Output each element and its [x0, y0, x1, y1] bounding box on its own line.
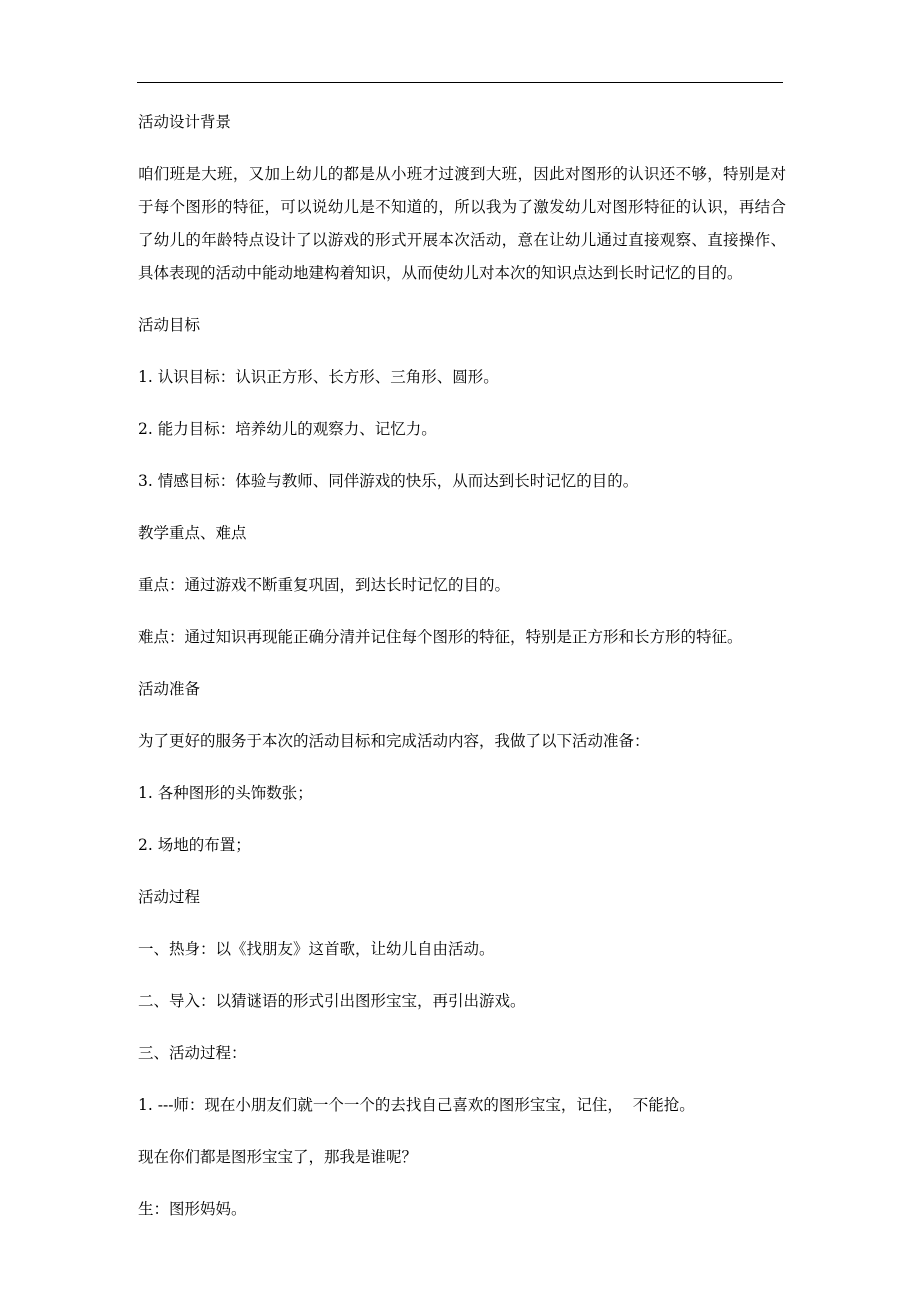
paragraph-preparation: 为了更好的服务于本次的活动目标和完成活动内容，我做了以下活动准备：	[138, 732, 650, 750]
section-heading-preparation: 活动准备	[138, 680, 201, 698]
paragraph-background: 咱们班是大班，又加上幼儿的都是从小班才过渡到大班，因此对图形的认识还不够，特别是对于每个图形的特征，可以说幼儿是不知道的，所以我为了激发幼儿对图形特征的认识，再结合了幼儿的年龄特点设计了以游戏的形式开展本次活动，意在让幼儿通过直接观察、直接操作、具体表现的活动中能动地建构着知识，从而使幼儿对本次的知识点达到长时记忆的目的。	[138, 165, 786, 282]
preparation-item-1: 1. 各种图形的头饰数张；	[138, 784, 313, 802]
process-step-3: 三、活动过程：	[138, 1044, 247, 1062]
goal-item-2: 2. 能力目标：培养幼儿的观察力、记忆力。	[138, 420, 437, 438]
paragraph-focus: 重点：通过游戏不断重复巩固，到达长时记忆的目的。	[138, 576, 511, 594]
goal-item-3: 3. 情感目标：体验与教师、同伴游戏的快乐，从而达到长时记忆的目的。	[138, 472, 639, 490]
section-heading-process: 活动过程	[138, 888, 201, 906]
section-heading-background: 活动设计背景	[138, 113, 232, 131]
goal-item-1: 1. 认识目标：认识正方形、长方形、三角形、圆形。	[138, 368, 499, 386]
section-heading-focus: 教学重点、难点	[138, 524, 247, 542]
process-step-1: 一、热身：以《找朋友》这首歌，让幼儿自由活动。	[138, 940, 495, 958]
document-body	[138, 106, 786, 1245]
process-step-2: 二、导入：以猜谜语的形式引出图形宝宝，再引出游戏。	[138, 992, 526, 1010]
dialogue-line-1: 1. ---师：现在小朋友们就一个一个的去找自己喜欢的图形宝宝，记住， 不能抢。	[138, 1096, 695, 1114]
paragraph-difficulty: 难点：通过知识再现能正确分清并记住每个图形的特征，特别是正方形和长方形的特征。	[138, 628, 743, 646]
preparation-item-2: 2. 场地的布置；	[138, 836, 251, 854]
header-rule	[137, 82, 783, 83]
section-heading-goals: 活动目标	[138, 316, 201, 334]
dialogue-line-2: 现在你们都是图形宝宝了，那我是谁呢？	[138, 1148, 418, 1166]
dialogue-line-3: 生：图形妈妈。	[138, 1200, 247, 1218]
